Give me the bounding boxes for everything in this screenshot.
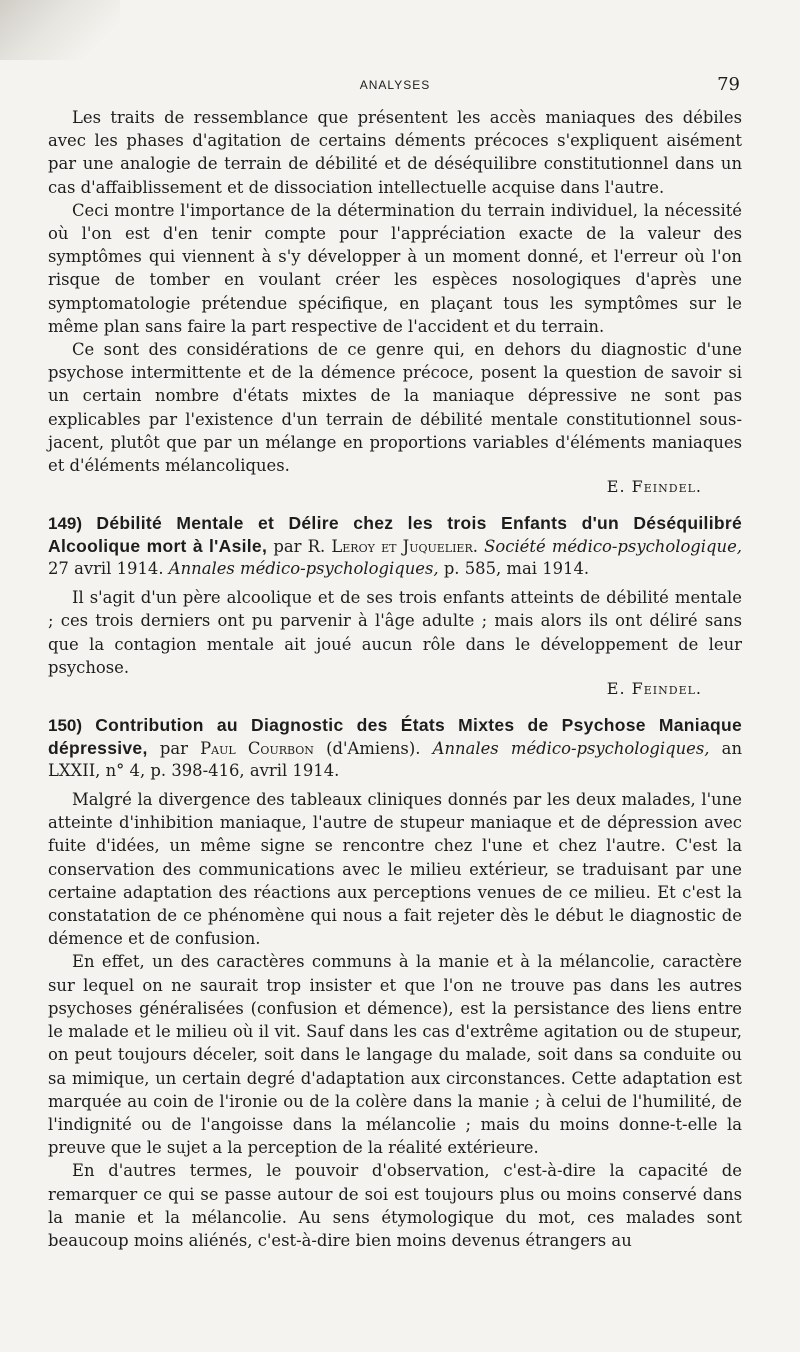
- intro-paragraph: Ce sont des considérations de ce genre qui, en dehors du diagnostic d'une psychose intermittente et de la démence précoce, posent la question de savoir si un certain nombre d'états mixtes de la maniaque dépressive ne sont pas explicables par l'existence d'un terrain de débilité mentale constitutionnel sous-jacent, plutôt que par un mélange en proportions variables d'éléments maniaques et d'éléments mélancoliques.: [48, 340, 742, 476]
- entry-paragraph: Malgré la divergence des tableaux cliniques donnés par les deux malades, l'une atteinte d'inhibition maniaque, l'autre de stupeur maniaque et de dépression avec fuite d'idées, un même signe se rencontre chez l'une et chez l'autre. C'est la conservation des communications avec le milieu extérieur, se traduisant par une certaine adaptation des réactions aux perceptions venues de ce milieu. Et c'est la constatation de ce phénomène qui nous a fait rejeter dès le début le diagnostic de démence et de confusion.: [48, 790, 742, 949]
- entry-paragraph: En effet, un des caractères communs à la manie et à la mélancolie, caractère sur lequel on ne saurait trop insister et que l'on ne trouve pas dans les autres psychoses généralisées (confusion et démence), est la persistance des liens entre le malade et le milieu où il vit. Sauf dans les cas d'extrême agitation ou de stupeur, on peut toujours déceler, soit dans le langage du malade, soit dans sa conduite ou sa mimique, un certain degré d'adaptation aux circonstances. Cette adaptation est marquée au coin de l'ironie ou de la colère dans la manie ; à celui de l'humilité, de l'indignité ou de l'angoisse dans la mélancolie ; mais du moins donne-t-elle la preuve que le sujet a la perception de la réalité extérieure.: [48, 952, 742, 1158]
- entry-authors: Paul Courbon: [200, 739, 314, 759]
- entry-title: Débilité Mentale et Délire chez les trois Enfants d'un Déséquilibré Alcoolique mort à l'Asile,: [48, 513, 742, 557]
- running-title: ANALYSES: [359, 78, 431, 92]
- authors-prefix: par: [267, 537, 308, 557]
- entry-date: 27 avril 1914.: [48, 559, 164, 579]
- entry-paragraph: En d'autres termes, le pouvoir d'observation, c'est-à-dire la capacité de remarquer ce qui se passe autour de soi est toujours plus ou moins conservé dans la manie et la mélancolie. Au sens étymologique du mot, ces malades sont beaucoup moins aliénés, c'est-à-dire bien moins devenus étrangers au: [48, 1161, 742, 1250]
- entry-title: Contribution au Diagnostic des États Mixtes de Psychose Maniaque dépressive,: [48, 715, 742, 759]
- entry-pages: p. 585, mai 1914.: [438, 559, 590, 579]
- entry-number: 149): [48, 514, 83, 534]
- entry-number: 150): [48, 716, 83, 736]
- intro-paragraph: Ceci montre l'importance de la détermination du terrain individuel, la nécessité où l'on est d'en tenir compte pour l'appréciation exacte de la valeur des symptômes qui viennent à s'y développer à un moment donné, et l'erreur où l'on risque de tomber en voulant créer les espèces nosologiques d'après une symptomatologie prétendue spécifique, en plaçant tous les symptômes sur le même plan sans faire la part respective de l'accident et du terrain.: [48, 200, 742, 336]
- page-edge-shadow: [0, 0, 120, 60]
- entry-affiliation: (d'Amiens).: [313, 739, 421, 759]
- entry-body: [48, 586, 742, 698]
- entry-paragraph: Il s'agit d'un père alcoolique et de ses trois enfants atteints de débilité mentale ; ces trois derniers ont pu parvenir à l'âge adulte ; mais alors ils ont déliré sans que la contagion mentale ait joué aucun rôle dans le développement de leur psychose.: [48, 588, 742, 677]
- entry-heading: [48, 512, 742, 580]
- entry-body: [48, 788, 742, 1252]
- abstract-entry-150: [48, 714, 742, 1252]
- authors-prefix: par: [147, 739, 201, 759]
- page-number: 79: [717, 74, 740, 95]
- entry-source: Société médico-psychologique,: [477, 537, 743, 557]
- entry-authors: R. Leroy et Juquelier.: [307, 537, 478, 557]
- entry-heading: [48, 714, 742, 782]
- abstract-entry-149: [48, 512, 742, 698]
- intro-section: [48, 106, 742, 496]
- journal-page: [48, 72, 742, 1252]
- page-header: [48, 72, 742, 106]
- entry-signature: E. Feindel.: [606, 679, 702, 699]
- entry-details: an LXXII, n° 4, p. 398-416, avril 1914.: [48, 739, 742, 781]
- intro-paragraph: Les traits de ressemblance que présentent les accès maniaques des débiles avec les phases d'agitation de certains déments précoces s'expliquent aisément par une analogie de terrain de débilité et de déséquilibre constitutionnel dans un cas d'affaiblissement et de dissociation intellectuelle acquise dans l'autre.: [48, 108, 742, 197]
- entry-source: Annales médico-psychologiques,: [420, 739, 710, 759]
- entry-source-secondary: Annales médico-psychologiques,: [163, 559, 439, 579]
- intro-signature: E. Feindel.: [606, 477, 702, 497]
